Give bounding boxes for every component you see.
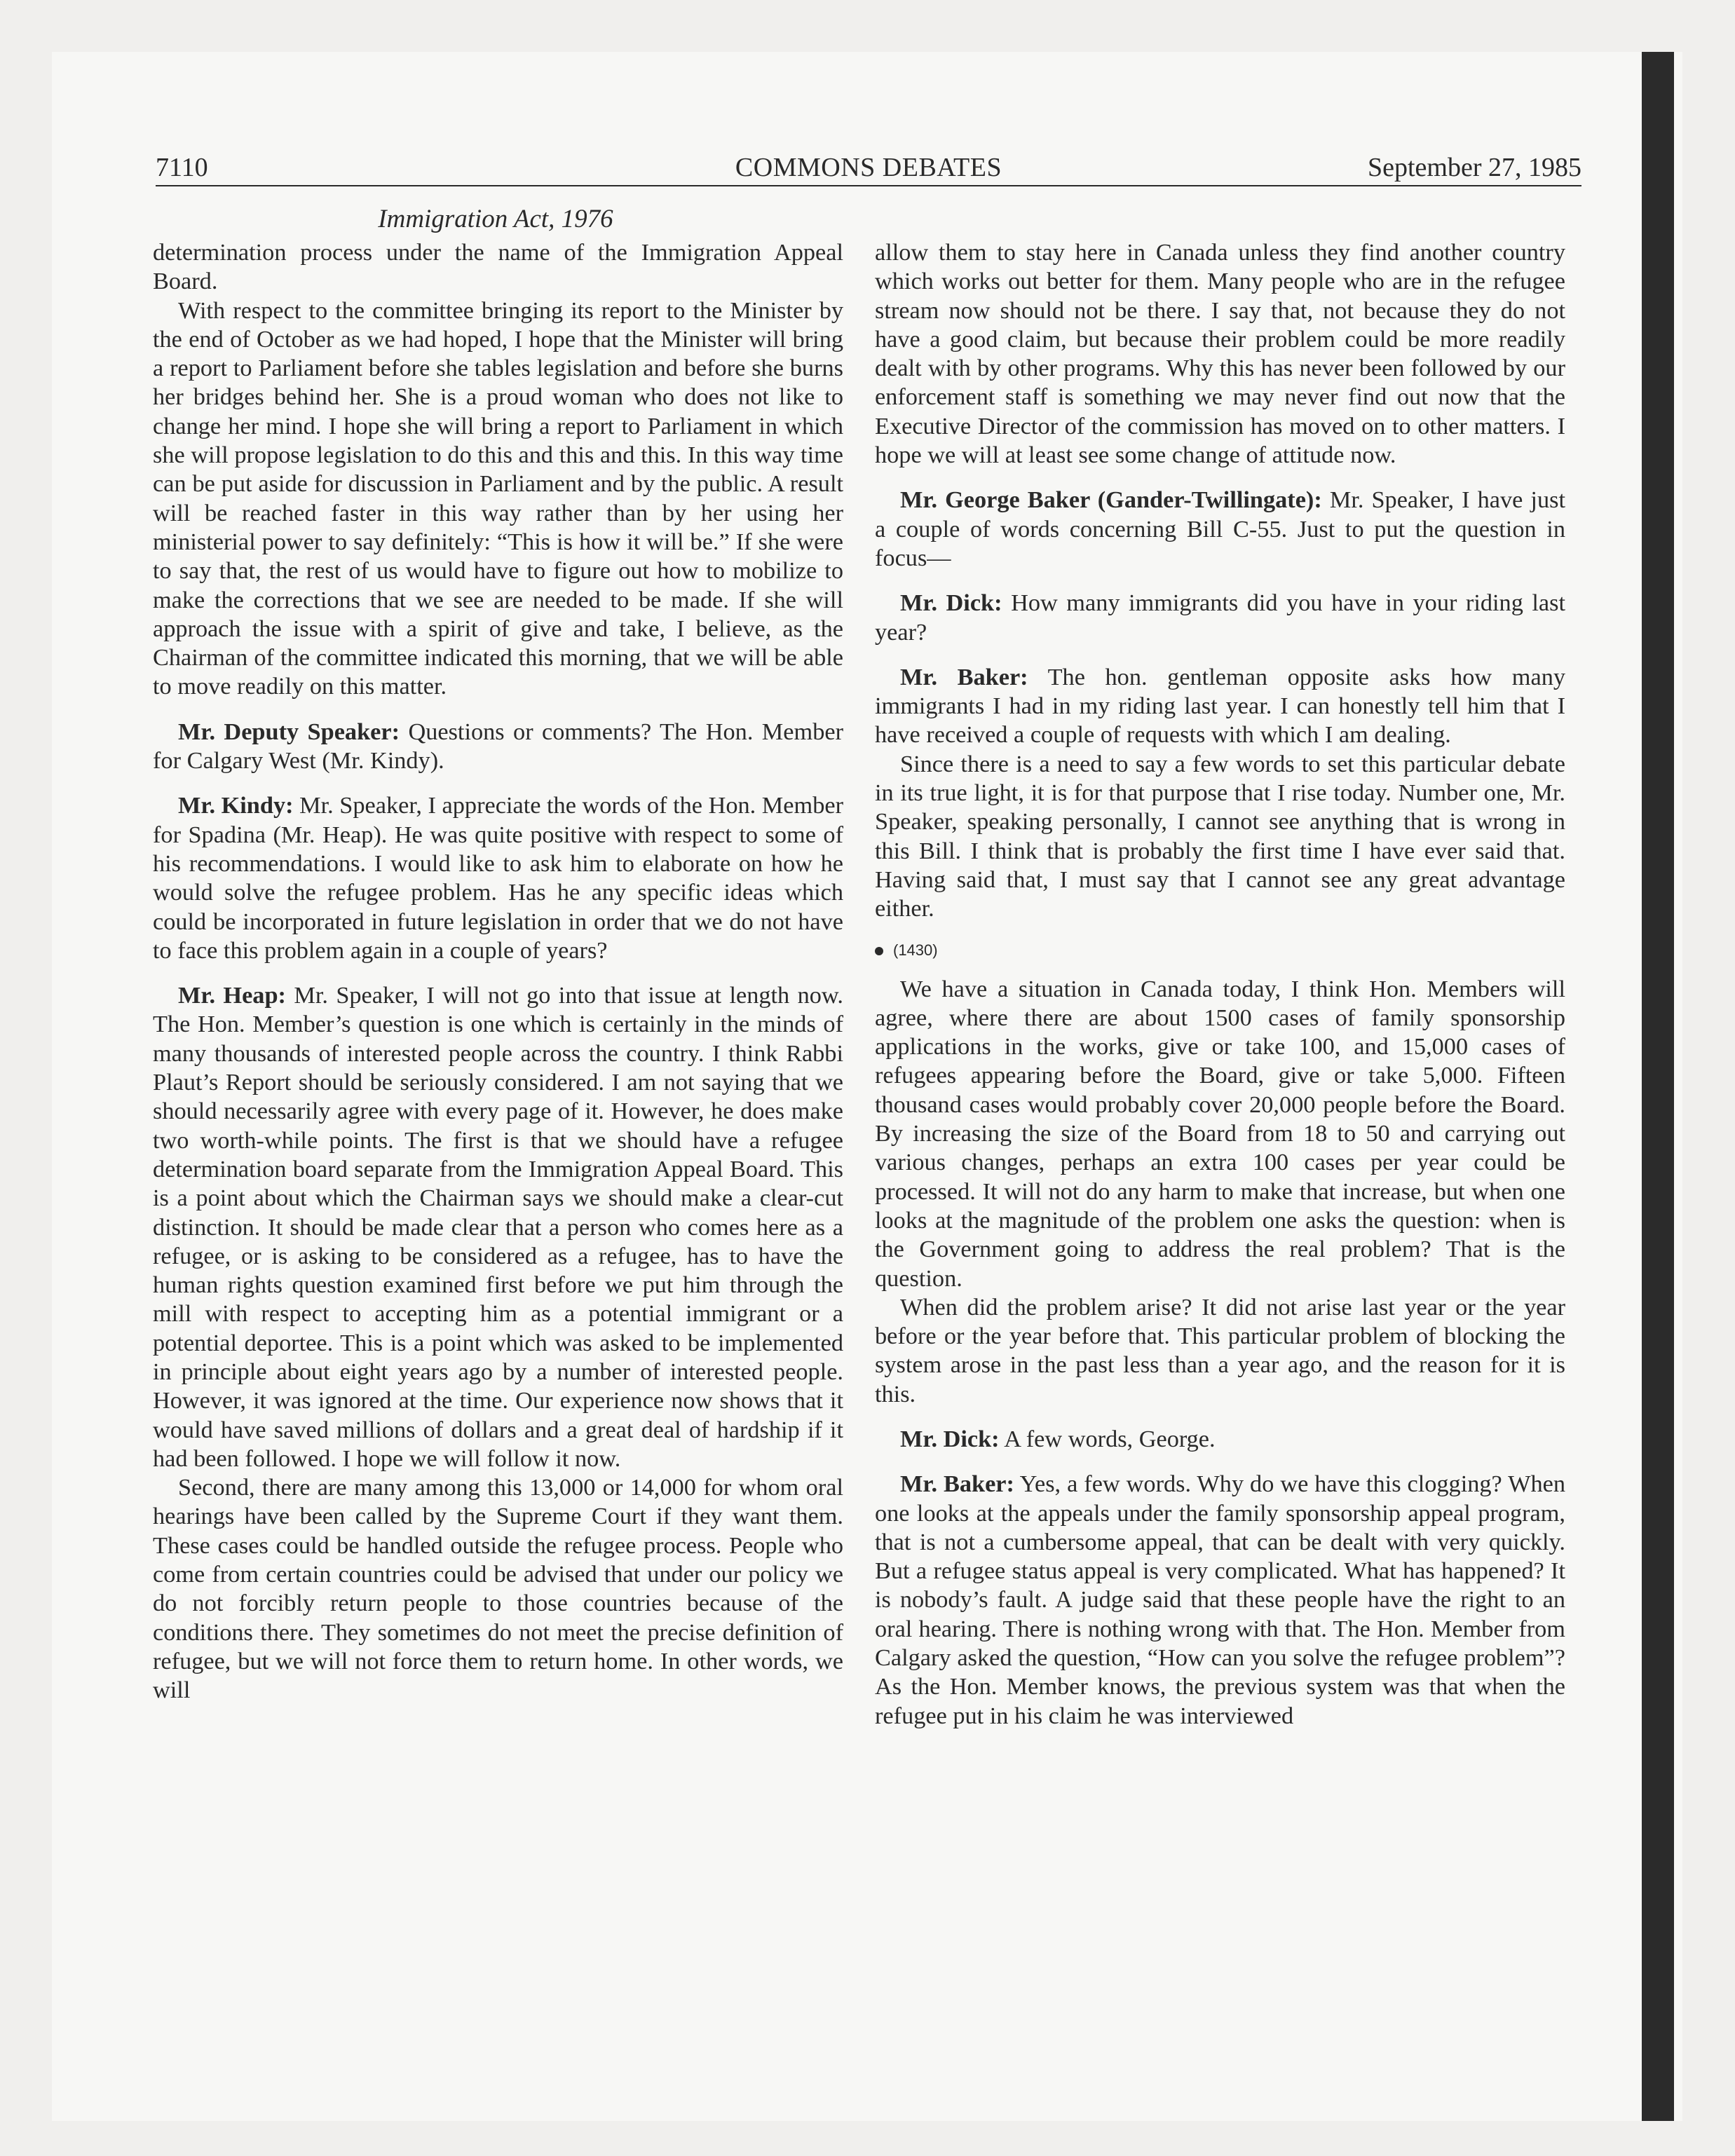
left-column: [153, 238, 843, 1721]
speaker-name: Mr. Kindy:: [178, 792, 294, 819]
publication-title: COMMONS DEBATES: [735, 153, 1002, 182]
speaker-paragraph: [875, 663, 1565, 750]
speaker-paragraph: [153, 791, 843, 965]
speaker-name: Mr. Deputy Speaker:: [178, 718, 400, 745]
speaker-name: Mr. Baker:: [900, 1471, 1014, 1498]
paragraph: We have a situation in Canada today, I think Hon. Members will agree, where there are about 1500 cases of family sponsorship applications in the works, give or take 100, and 15,000 cases of refugees appearing before the Board, give or take 5,000. Fifteen thousand cases would probably cover 20,000 people before the Board. By increasing the size of the Board from 18 to 50 and carrying out various changes, perhaps an extra 100 cases per year could be processed. It will not do any harm to make that increase, but when one looks at the magnitude of the problem one asks the question: when is the Government going to address the real problem? That is the question.: [875, 975, 1565, 1292]
speech-text: A few words, George.: [999, 1425, 1216, 1452]
running-head: Immigration Act, 1976: [378, 205, 613, 233]
page-header: [156, 150, 1581, 185]
speaker-name: Mr. George Baker (Gander-Twillingate):: [900, 486, 1322, 514]
speaker-paragraph: [875, 1470, 1565, 1731]
right-column: [875, 238, 1565, 1747]
speaker-name: Mr. Dick:: [900, 589, 1002, 617]
bullet-icon: [875, 947, 883, 955]
time-marker-text: (1430): [893, 941, 938, 959]
paragraph: When did the problem arise? It did not arise last year or the year before or the year before that. This particular problem of blocking the system arose in the past less than a year ago, and the reason for it is this.: [875, 1293, 1565, 1407]
paragraph: Second, there are many among this 13,000 or 14,000 for whom oral hearings have been called by the Supreme Court if they want them. These cases could be handled outside the refugee process. People who come from certain countries could be advised that under our policy we do not forcibly return people to those countries because of the conditions there. They sometimes do not meet the precise definition of refugee, but we will not force them to return home. In other words, we will: [153, 1474, 843, 1704]
speech-text: Mr. Speaker, I will not go into that issue at length now. The Hon. Member’s question is one which is certainly in the minds of many thousands of interested people across the country. I think Rabbi Plaut’s Report should be seriously considered. I am not saying that we should necessarily agree with every page of it. However, he does make two worth-while points. The first is that we should have a refugee determination board separate from the Immigration Appeal Board. This is a point about which the Chairman says we should make a clear-cut distinction. It should be made clear that a person who comes here as a refugee, or is asking to be considered as a refugee, has to have the human rights question examined first before we put him through the mill with respect to accepting him as a potential immigrant or a potential deportee. This is a point which was asked to be implemented in principle about eight years ago by a number of interested people. However, it was ignored at the time. Our experience now shows that it would have saved millions of dollars and a great deal of hardship if it had been followed. I hope we will follow it now.: [153, 982, 843, 1472]
paragraph: Since there is a need to say a few words to set this particular debate in its true light, it is for that purpose that I rise today. Number one, Mr. Speaker, speaking personally, I cannot see anything that is wrong in this Bill. I think that is probably the first time I have ever said that. Having said that, I must say that I cannot see any great advantage either.: [875, 750, 1565, 922]
paragraph: With respect to the committee bringing its report to the Minister by the end of October as we had hoped, I hope that the Minister will bring a report to Parliament before she tables legislation and before she burns her bridges behind her. She is a proud woman who does not like to change her mind. I hope she will bring a report to Parliament in which she will propose legislation to do this and this and this. In this way time can be put aside for discussion in Parliament and by the public. A result will be reached faster in this way rather than by her using her ministerial power to say definitely: “This is how it will be.” If she were to say that, the rest of us would have to figure out how to mobilize to make the corrections that we see are needed to be made. If she will approach the issue with a spirit of give and take, I believe, as the Chairman of the committee indicated this morning, that we will be able to move readily on this matter.: [153, 296, 843, 700]
speaker-name: Mr. Heap:: [178, 982, 286, 1009]
speaker-paragraph: [875, 486, 1565, 573]
speaker-paragraph: [153, 981, 843, 1473]
speech-text: The hon. gentleman opposite asks how many immigrants I had in my riding last year. I can honestly tell him that I have received a couple of requests with which I am dealing.: [875, 663, 1566, 749]
continued-paragraph: determination process under the name of the Immigration Appeal Board.: [153, 239, 843, 295]
speaker-name: Mr. Baker:: [900, 663, 1028, 690]
header-rule: [156, 185, 1581, 186]
speech-text: Mr. Speaker, I appreciate the words of the Hon. Member for Spadina (Mr. Heap). He was quite positive with respect to some of his recommendations. I would like to ask him to elaborate on how he would solve the refugee problem. Has he any specific ideas which could be incorporated in future legislation in order that we do not have to face this problem again in a couple of years?: [153, 792, 843, 964]
speech-text: Mr. Speaker, I have just a couple of words concerning Bill C-55. Just to put the question in focus—: [875, 486, 1565, 571]
time-marker: [875, 940, 1565, 961]
speaker-paragraph: [875, 1425, 1565, 1454]
speech-text: Yes, a few words. Why do we have this clogging? When one looks at the appeals under the family sponsorship appeal program, that is not a cumbersome appeal, that can be dealt with very quickly. But a refugee status appeal is very complicated. What has happened? It is nobody’s fault. A judge said that these people have the right to an oral hearing. There is nothing wrong with that. The Hon. Member from Calgary asked the question, “How can you solve the refugee problem”? As the Hon. Member knows, the previous system was that when the refugee put in his claim he was interviewed: [875, 1471, 1565, 1729]
speaker-name: Mr. Dick:: [900, 1425, 1000, 1452]
page-number: 7110: [156, 153, 208, 182]
continued-paragraph: allow them to stay here in Canada unless they find another country which works out better for them. Many people who are in the refugee stream now should not be there. I say that, not because they do not have a good claim, but because their problem could be more readily dealt with by other programs. Why this has never been followed by our enforcement staff is something we may never find out now that the Executive Director of the commission has moved on to other matters. I hope we will at least see some change of attitude now.: [875, 239, 1565, 469]
speech-text: How many immigrants did you have in your riding last year?: [875, 589, 1565, 646]
publication-date: September 27, 1985: [1367, 153, 1581, 182]
speaker-paragraph: [875, 589, 1565, 647]
scan-edge: [1642, 52, 1674, 2121]
speech-text: Questions or comments? The Hon. Member for Calgary West (Mr. Kindy).: [153, 718, 843, 775]
speaker-paragraph: [153, 718, 843, 776]
